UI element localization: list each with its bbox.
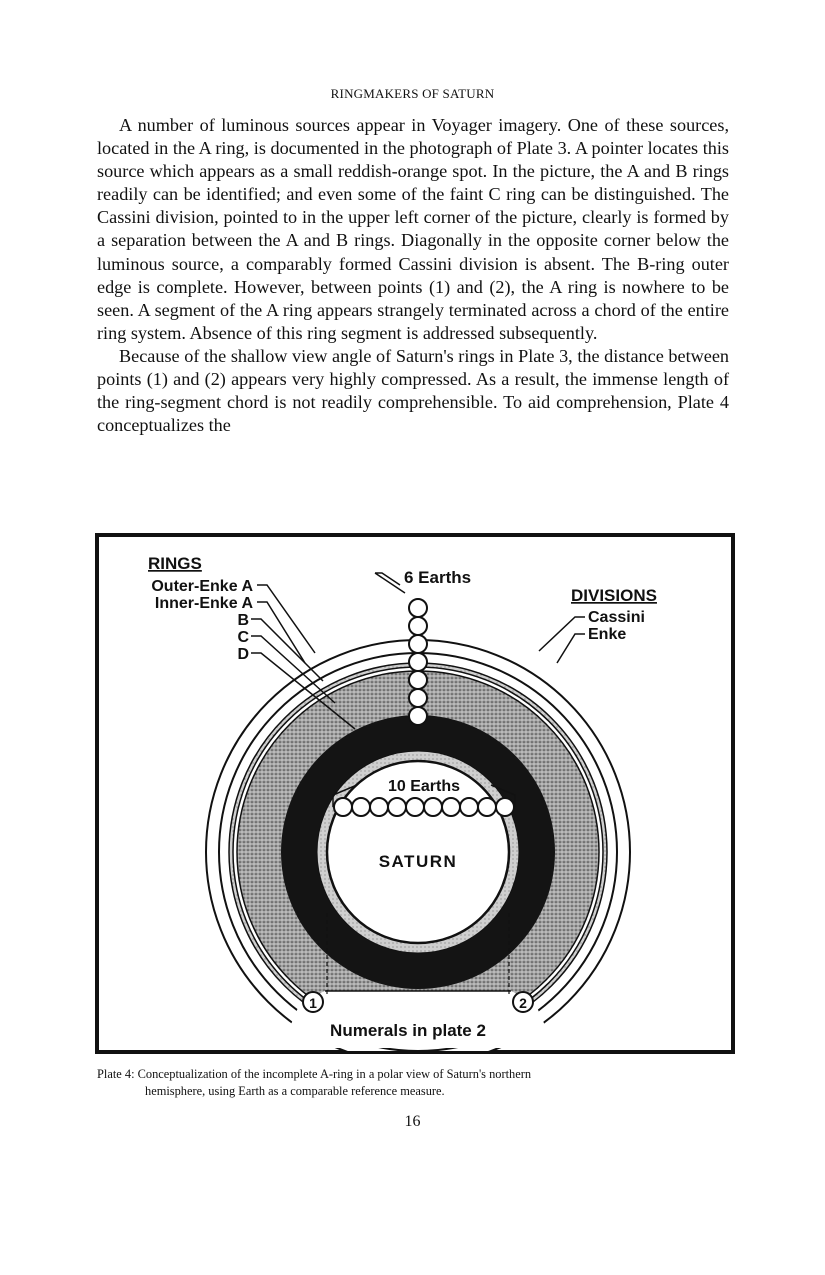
earth-circle: [409, 617, 427, 635]
point-1-label: 1: [309, 995, 317, 1011]
caption-line-1: Plate 4: Conceptualization of the incomplete A-ring in a polar view of Saturn's northern: [97, 1067, 532, 1081]
ring-label-outer-enke-a: Outer-Enke A: [151, 578, 253, 595]
divisions-heading: DIVISIONS: [571, 586, 657, 605]
earth-circle: [409, 599, 427, 617]
figure-caption: [97, 1066, 657, 1100]
ring-label-d: D: [237, 646, 249, 663]
figure-footer-label: Numerals in plate 2: [330, 1021, 486, 1040]
caption-line-2: hemisphere, using Earth as a comparable reference measure.: [145, 1084, 445, 1098]
point-2-label: 2: [519, 995, 527, 1011]
earth-circle: [352, 798, 370, 816]
earth-circle: [460, 798, 478, 816]
earth-circle: [409, 707, 427, 725]
earth-circle: [409, 653, 427, 671]
paragraph-2: Because of the shallow view angle of Saturn's rings in Plate 3, the distance between points (1) and (2) appears very highly compressed. As a result, the immense length of the ring-segment chord is not readily comprehensible. To aid comprehension, Plate 4 conceptualizes the: [97, 345, 729, 436]
running-header: RINGMAKERS OF SATURN: [330, 86, 495, 101]
earth-circle: [424, 798, 442, 816]
earth-circle: [409, 671, 427, 689]
ring-label-c: C: [237, 629, 249, 646]
body-text: [97, 114, 729, 437]
ring-label-b: B: [237, 612, 249, 629]
earth-circle: [478, 798, 496, 816]
ten-earths-label: 10 Earths: [387, 778, 461, 795]
saturn-label: SATURN: [378, 852, 458, 871]
plate-4-figure: [95, 533, 735, 1054]
ring-label-inner-enke-a: Inner-Enke A: [154, 595, 253, 612]
earth-circle: [334, 798, 352, 816]
earth-circle: [409, 635, 427, 653]
paragraph-1: A number of luminous sources appear in Voyager imagery. One of these sources, located in the A ring, is documented in the photograph of Plate 3. A pointer locates this source which appears as a small reddish-orange spot. In the picture, the A and B rings readily can be identified; and even some of the faint C ring can be distinguished. The Cassini division, pointed to in the upper left corner of the picture, clearly is formed by a separation between the A and B rings. Diagonally in the opposite corner below the luminous source, a comparably formed Cassini division is absent. The B-ring outer edge is complete. However, between points (1) and (2), the A ring is nowhere to be seen. A segment of the A ring appears strangely terminated across a chord of the entire ring system. Absence of this ring segment is addressed subsequently.: [97, 115, 729, 343]
earth-circle: [406, 798, 424, 816]
six-earths-label: 6 Earths: [404, 568, 472, 587]
earth-circle: [442, 798, 460, 816]
division-label-cassini: Cassini: [588, 609, 645, 626]
earth-circle: [388, 798, 406, 816]
page-number: 16: [404, 1113, 421, 1130]
division-label-enke: Enke: [588, 626, 627, 643]
earth-circle: [370, 798, 388, 816]
earth-circle: [409, 689, 427, 707]
rings-heading: RINGS: [148, 554, 202, 573]
earth-circle: [496, 798, 514, 816]
